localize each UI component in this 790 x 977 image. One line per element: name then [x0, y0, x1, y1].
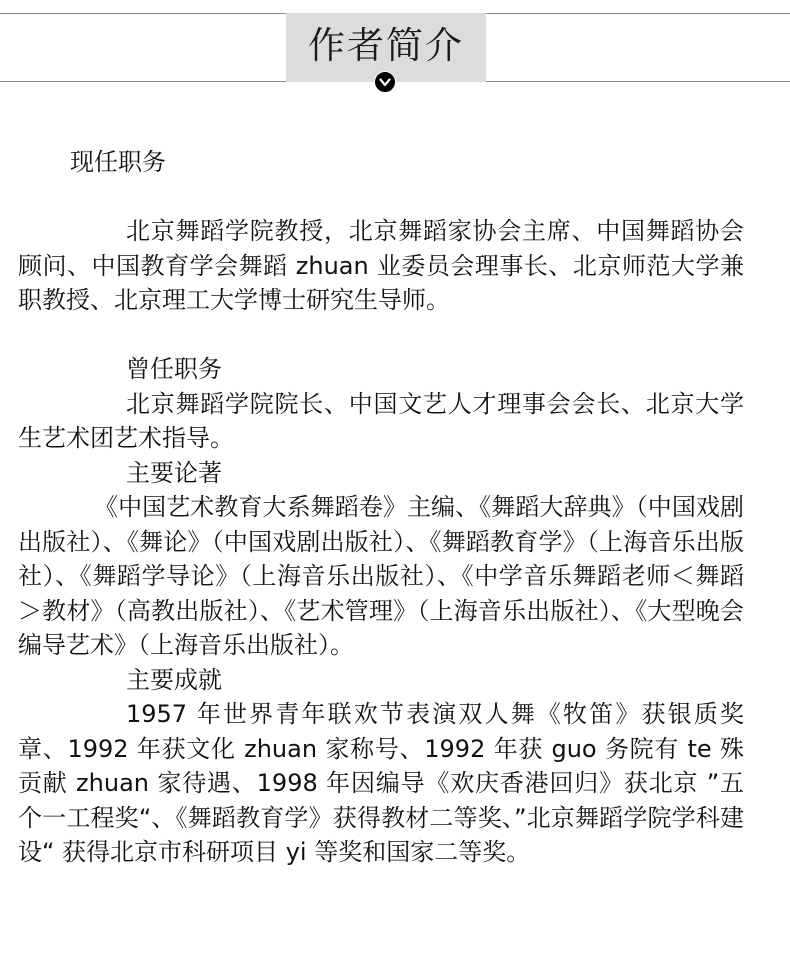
spacer	[18, 180, 744, 215]
works-heading: 主要论著	[126, 458, 222, 487]
chevron-down-icon[interactable]	[374, 71, 396, 93]
works-text: 《中国艺术教育大系舞蹈卷》主编、《舞蹈大辞典》（中国戏剧出版社）、《舞论》（中国戏剧出版社）、《舞蹈教育学》（上海音乐出版社）、《舞蹈学导论》（上海音乐出版社）、《中学音乐舞蹈老师＜舞蹈＞教材》（高教出版社）、《艺术管理》（上海音乐出版社）、《大型晚会编导艺术》（上海音乐出版社）。	[18, 493, 744, 659]
current-position-heading: 现任职务	[70, 148, 166, 176]
page-title: 作者简介	[308, 24, 464, 67]
former-position-text: 北京舞蹈学院院长、中国文艺人才理事会会长、北京大学生艺术团艺术指导。	[18, 389, 744, 452]
chevron-down-glyph	[379, 78, 391, 87]
former-position-heading: 曾任职务	[126, 355, 222, 383]
achievements-heading: 主要成就	[126, 665, 222, 694]
achievements-text: 1957 年世界青年联欢节表演双人舞《牧笛》获银质奖章、1992 年获文化 zhuan 家称号、1992 年获 guo 务院有 te 殊贡献 zhuan 家待遇、1998 年因编导《欢庆香港回归》获北京 ”五个一工程奖“、《舞蹈教育学》获得教材二等奖、”北京舞蹈学院学科建设“ 获得北京市科研项目 yi 等奖和国家二等奖。	[18, 700, 744, 866]
spacer	[18, 318, 744, 353]
current-position-text: 北京舞蹈学院教授，北京舞蹈家协会主席、中国舞蹈协会顾问、中国教育学会舞蹈 zhuan 业委员会理事长、北京师范大学兼职教授、北京理工大学博士研究生导师。	[18, 217, 744, 314]
author-bio-body	[18, 145, 744, 870]
